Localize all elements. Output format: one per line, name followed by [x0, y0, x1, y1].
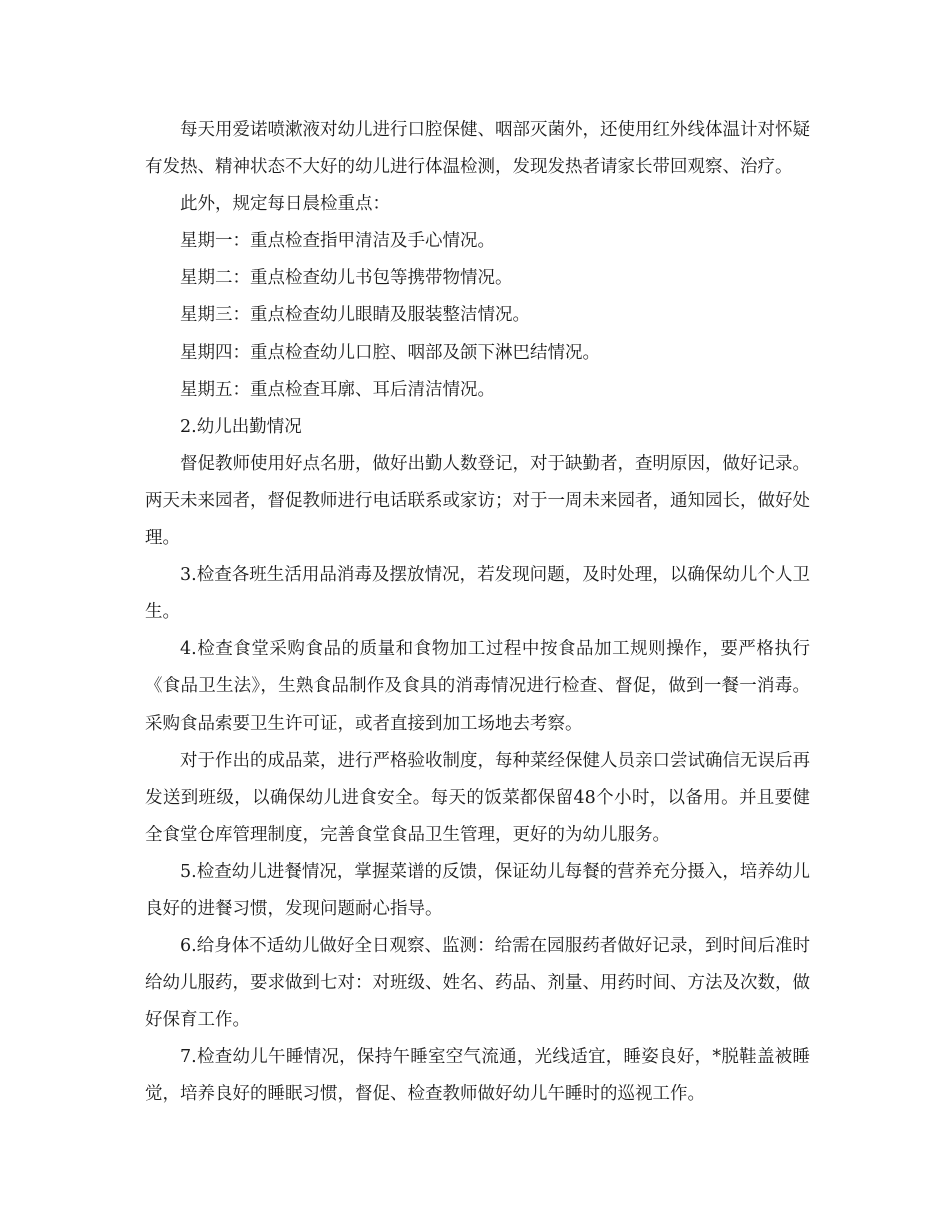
paragraph-item-4: 4.检查食堂采购食品的质量和食物加工过程中按食品加工规则操作，要严格执行《食品卫生法》，生熟食品制作及食具的消毒情况进行检查、督促，做到一餐一消毒。采购食品索要卫生许可证，或者直接到加工场地去考察。 — [145, 639, 810, 734]
paragraph-tuesday: 星期二：重点检查幼儿书包等携带物情况。 — [180, 268, 513, 289]
paragraph-attendance: 督促教师使用好点名册，做好出勤人数登记，对于缺勤者，查明原因，做好记录。两天未来园者，督促教师进行电话联系或家访；对于一周未来园者，通知园长，做好处理。 — [145, 453, 810, 549]
paragraph-monday: 星期一：重点检查指甲清洁及手心情况。 — [180, 231, 495, 252]
paragraph-finished-dishes: 对于作出的成品菜，进行严格验收制度，每种菜经保健人员亲口尝试确信无误后再发送到班级，以确保幼儿进食安全。每天的饭菜都保留48个小时，以备用。并且要健全食堂仓库管理制度，完善食堂食品卫生管理，更好的为幼儿服务。 — [145, 750, 810, 845]
paragraph-oral-care: 每天用爱诺喷漱液对幼儿进行口腔保健、咽部灭菌外，还使用红外线体温计对怀疑有发热、精神状态不大好的幼儿进行体温检测，发现发热者请家长带回观察、治疗。 — [145, 120, 810, 178]
paragraph-item-3: 3.检查各班生活用品消毒及摆放情况，若发现问题，及时处理，以确保幼儿个人卫生。 — [145, 565, 810, 623]
paragraph-thursday: 星期四：重点检查幼儿口腔、咽部及颌下淋巴结情况。 — [180, 342, 600, 363]
paragraph-wednesday: 星期三：重点检查幼儿眼睛及服装整洁情况。 — [180, 305, 530, 326]
heading-attendance: 2.幼儿出勤情况 — [180, 416, 302, 437]
document-body — [145, 112, 810, 1114]
paragraph-item-5: 5.检查幼儿进餐情况，掌握菜谱的反馈，保证幼儿每餐的营养充分摄入，培养幼儿良好的进餐习惯，发现问题耐心指导。 — [145, 861, 810, 919]
paragraph-friday: 星期五：重点检查耳廓、耳后清洁情况。 — [180, 379, 495, 400]
paragraph-item-7: 7.检查幼儿午睡情况，保持午睡室空气流通，光线适宜，睡姿良好，*脱鞋盖被睡觉，培养良好的睡眠习惯，督促、检查教师做好幼儿午睡时的巡视工作。 — [145, 1047, 810, 1105]
paragraph-morning-check-intro: 此外，规定每日晨检重点： — [180, 194, 390, 215]
paragraph-item-6: 6.给身体不适幼儿做好全日观察、监测：给需在园服药者做好记录，到时间后准时给幼儿服药，要求做到七对：对班级、姓名、药品、剂量、用药时间、方法及次数，做好保育工作。 — [145, 936, 810, 1031]
